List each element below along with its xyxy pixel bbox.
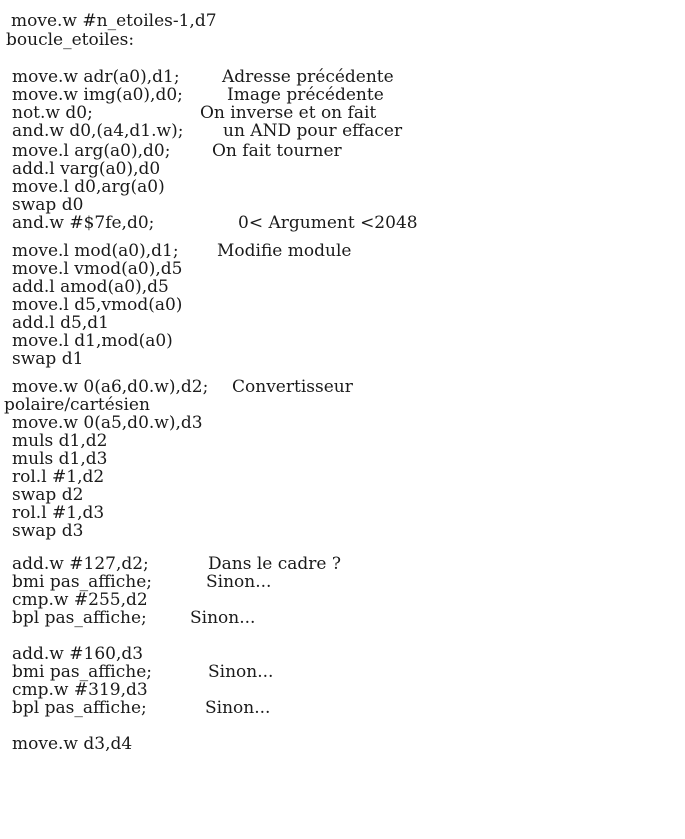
code-line: rol.l #1,d3 xyxy=(12,503,105,523)
code-line: add.l amod(a0),d5 xyxy=(12,277,169,297)
code-line: muls d1,d2 xyxy=(12,431,108,451)
code-comment-continuation: polaire/cartésien xyxy=(4,395,150,415)
code-line: cmp.w #319,d3 xyxy=(12,680,148,700)
code-line: add.w #160,d3 xyxy=(12,644,144,664)
code-comment: Modifie module xyxy=(217,241,352,261)
code-line: muls d1,d3 xyxy=(12,449,108,469)
code-comment: Dans le cadre ? xyxy=(208,554,341,574)
code-comment: un AND pour effacer xyxy=(223,121,403,141)
code-line: move.l d1,mod(a0) xyxy=(12,331,173,351)
code-comment: On inverse et on fait xyxy=(200,103,377,123)
code-comment: Sinon... xyxy=(208,662,274,682)
code-line: and.w #$7fe,d0; xyxy=(12,213,155,233)
code-line: not.w d0; xyxy=(12,103,93,123)
code-line: move.l vmod(a0),d5 xyxy=(12,259,183,279)
code-line: bpl pas_affiche; xyxy=(12,608,147,628)
code-line: add.l d5,d1 xyxy=(12,313,109,333)
code-line: move.w #n_etoiles-1,d7 xyxy=(11,11,217,31)
code-line: move.w adr(a0),d1; xyxy=(12,67,180,87)
code-line: swap d2 xyxy=(12,485,84,505)
code-comment: Sinon... xyxy=(205,698,271,718)
code-comment: 0< Argument <2048 xyxy=(238,213,418,233)
code-line: bmi pas_affiche; xyxy=(12,662,152,682)
code-line: move.l d5,vmod(a0) xyxy=(12,295,183,315)
code-line: rol.l #1,d2 xyxy=(12,467,105,487)
code-comment: Sinon... xyxy=(190,608,256,628)
code-comment: Image précédente xyxy=(227,85,384,105)
code-line: move.w 0(a6,d0.w),d2; xyxy=(12,377,209,397)
code-line: swap d0 xyxy=(12,195,84,215)
code-line: move.l mod(a0),d1; xyxy=(12,241,179,261)
code-line: move.l d0,arg(a0) xyxy=(12,177,165,197)
code-line: swap d3 xyxy=(12,521,84,541)
code-line: move.l arg(a0),d0; xyxy=(12,141,171,161)
code-line: bpl pas_affiche; xyxy=(12,698,147,718)
code-line: move.w d3,d4 xyxy=(12,734,133,754)
code-line: add.l varg(a0),d0 xyxy=(12,159,161,179)
code-comment: Convertisseur xyxy=(232,377,353,397)
code-line: bmi pas_affiche; xyxy=(12,572,152,592)
code-line: move.w img(a0),d0; xyxy=(12,85,183,105)
code-line: swap d1 xyxy=(12,349,84,369)
code-comment: Sinon... xyxy=(206,572,272,592)
code-label: boucle_etoiles: xyxy=(6,30,135,50)
code-line: add.w #127,d2; xyxy=(12,554,149,574)
code-comment: On fait tourner xyxy=(212,141,342,161)
code-line: move.w 0(a5,d0.w),d3 xyxy=(12,413,203,433)
code-comment: Adresse précédente xyxy=(222,67,394,87)
code-line: and.w d0,(a4,d1.w); xyxy=(12,121,184,141)
code-line: cmp.w #255,d2 xyxy=(12,590,148,610)
